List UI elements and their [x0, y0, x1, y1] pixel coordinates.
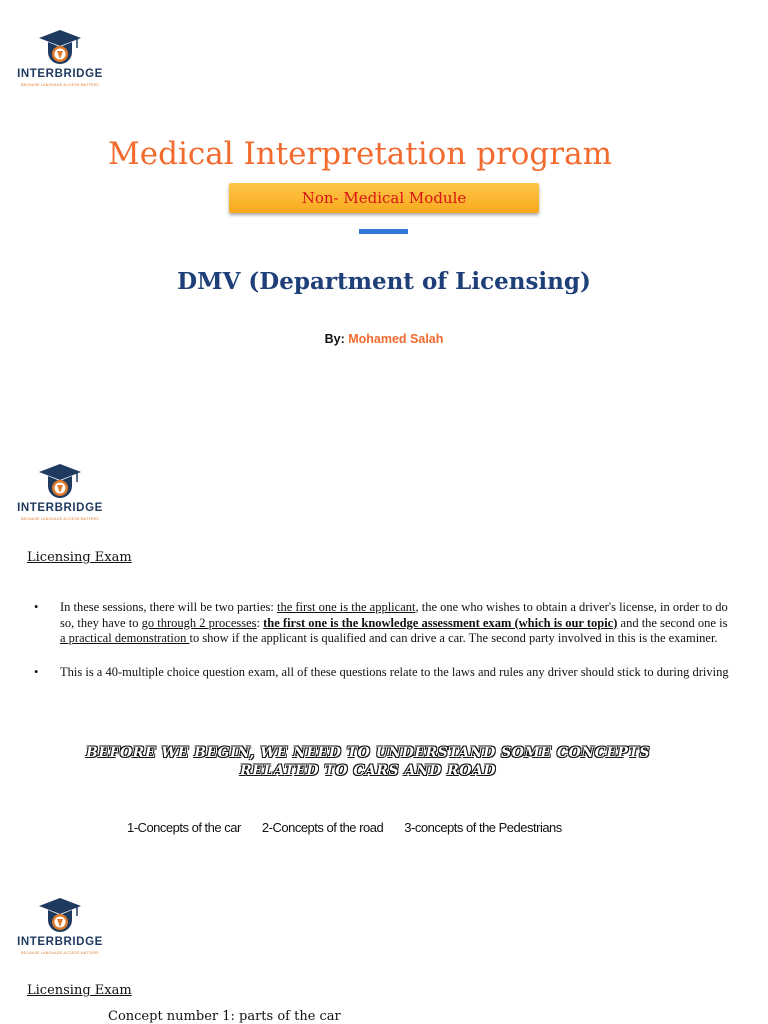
author-line: By: Mohamed Salah	[324, 332, 444, 346]
applicant-underline: the first one is the applicant	[276, 600, 416, 614]
bullet-icon: •	[34, 600, 39, 614]
logo-brand: INTERBRIDGE	[17, 936, 103, 948]
banner-line: RELATED TO CARS AND ROAD	[240, 763, 496, 779]
parts-of-car-page	[0, 870, 768, 1024]
list-item: • This is a 40-multiple choice question exam, all of these questions relate to the laws and rules any driver should stick to during driving	[34, 664, 729, 679]
graduation-cap-pen-icon	[37, 28, 83, 66]
concept-item: 2-Concepts of the road	[261, 820, 384, 835]
banner-line: BEFORE WE BEGIN, WE NEED TO UNDERSTAND SOME CONCEPTS	[86, 745, 650, 761]
concepts-banner	[0, 744, 736, 780]
divider-bar	[359, 229, 408, 234]
interbridge-logo	[14, 896, 106, 955]
logo-brand: INTERBRIDGE	[17, 502, 103, 514]
exam-emphasis: the first one is the knowledge assessment exam (which is our topic)	[263, 615, 618, 630]
bullet-list	[34, 600, 734, 698]
concepts-list	[127, 820, 580, 835]
interbridge-logo	[14, 28, 106, 87]
author-name: Mohamed Salah	[348, 332, 444, 346]
graduation-cap-pen-icon	[37, 896, 83, 934]
program-title: Medical Interpretation program	[108, 136, 612, 172]
module-badge: Non- Medical Module	[229, 183, 539, 213]
cover-page	[0, 0, 768, 420]
concept-item: 1-Concepts of the car	[127, 820, 241, 835]
processes-underline: go through 2 processes	[141, 615, 257, 630]
logo-tagline: BECAUSE LANGUAGE ACCESS MATTERS	[21, 83, 99, 87]
concept-item: 3-concepts of the Pedestrians	[404, 820, 562, 835]
logo-tagline: BECAUSE LANGUAGE ACCESS MATTERS	[21, 517, 99, 521]
section-heading: Licensing Exam	[27, 550, 132, 565]
concept-heading: Concept number 1: parts of the car	[108, 1009, 341, 1024]
demonstration-underline: a practical demonstration	[60, 631, 190, 646]
bullet-icon: •	[34, 664, 39, 679]
subject-title: DMV (Department of Licensing)	[177, 268, 591, 295]
list-item: • In these sessions, there will be two parties: the first one is the applicant, the one who wishes to obtain a driver's license, in order to do so, they have to go through 2 processes: the first one is the knowledge assessment exam (which is our topic) and the second one is a practical demonstration to show if the applicant is qualified and can drive a car. The second party involved in this is the examiner.	[34, 600, 728, 646]
logo-tagline: BECAUSE LANGUAGE ACCESS MATTERS	[21, 951, 99, 955]
section-heading: Licensing Exam	[27, 983, 132, 998]
logo-brand: INTERBRIDGE	[17, 68, 103, 80]
author-label: By	[324, 332, 341, 346]
interbridge-logo	[14, 462, 106, 521]
graduation-cap-pen-icon	[37, 462, 83, 500]
